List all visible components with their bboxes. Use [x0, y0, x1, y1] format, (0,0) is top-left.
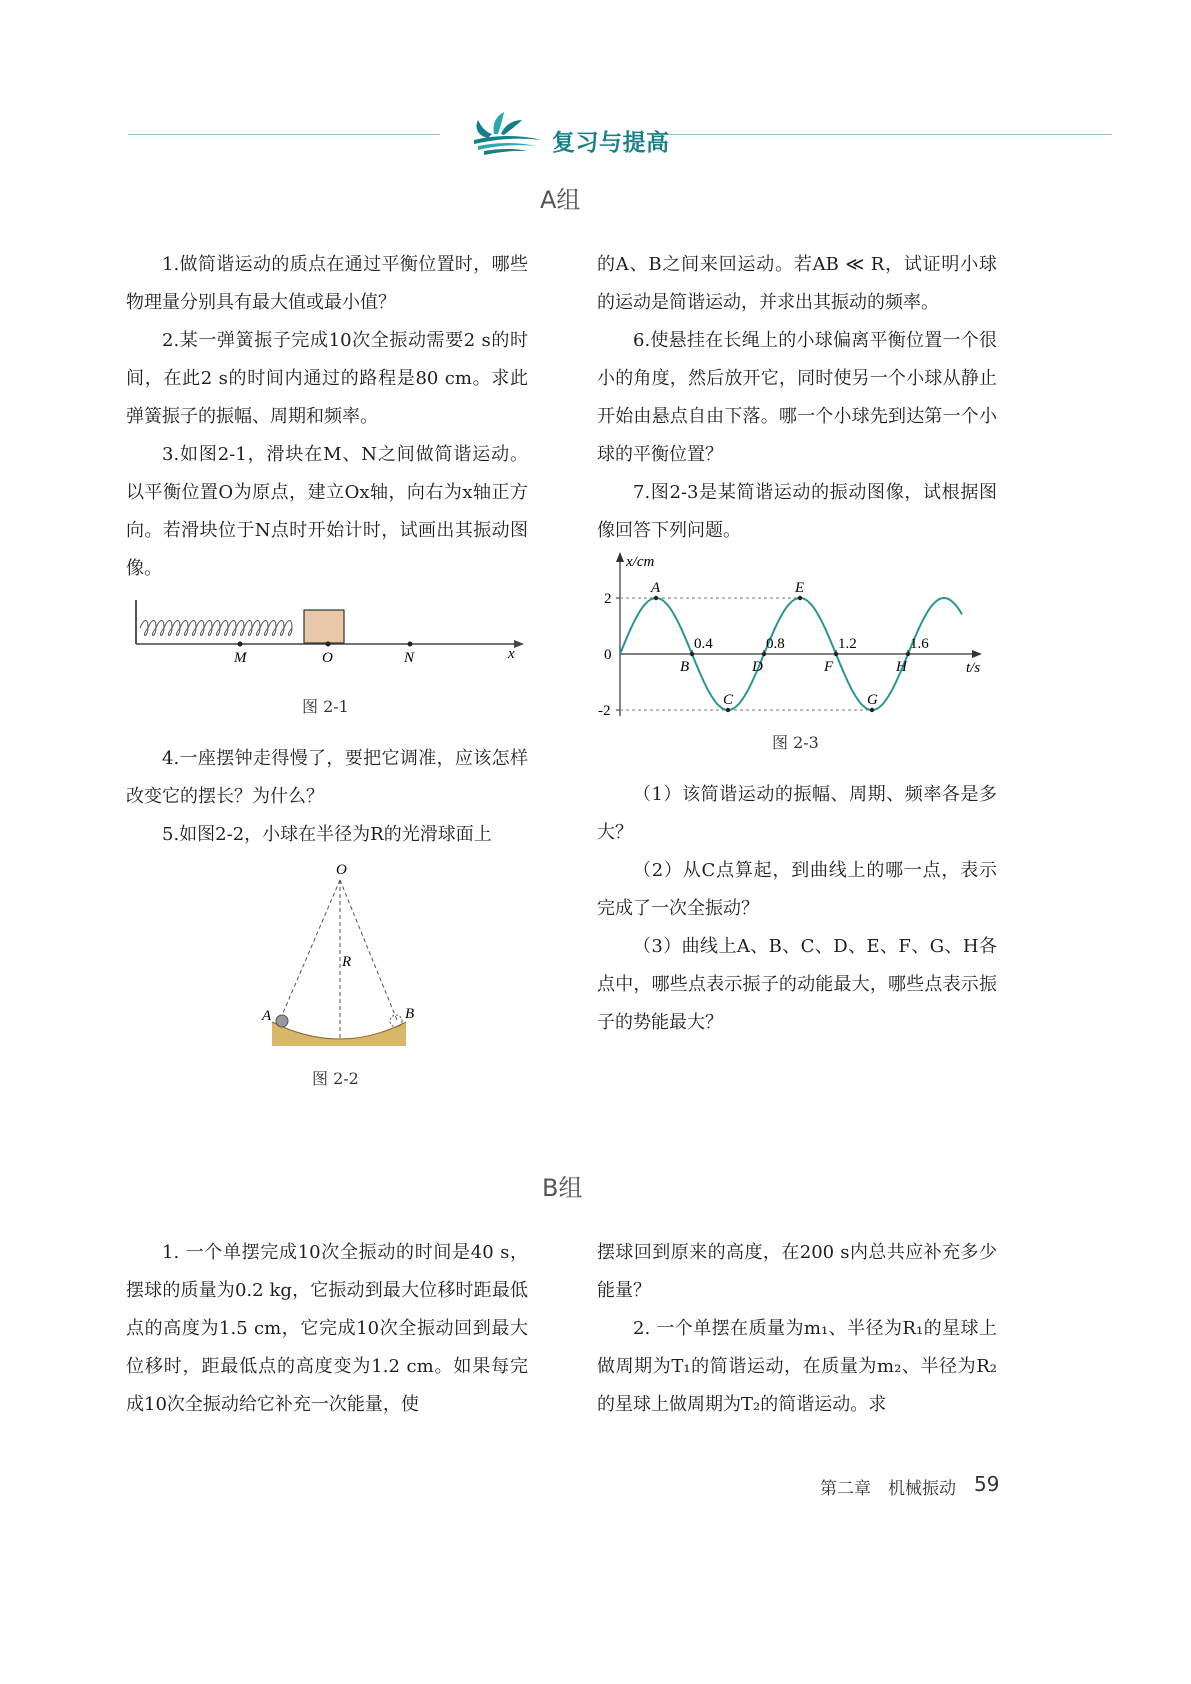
point-C — [726, 708, 730, 712]
leaf-water-logo-icon — [470, 110, 546, 156]
point-label-E: E — [795, 580, 805, 596]
group-a-right-column-2 — [597, 776, 997, 1042]
point-D — [762, 652, 766, 656]
group-a-left-column — [126, 246, 528, 588]
label-O: O — [322, 650, 333, 666]
point-E — [798, 596, 802, 600]
page-number: 59 — [974, 1472, 1000, 1496]
label-R: R — [342, 954, 352, 970]
page-title: 复习与提高 — [552, 130, 670, 156]
question-a7-3: （3）曲线上A、B、C、D、E、F、G、H各点中，哪些点表示振子的动能最大，哪些点表示振子的势能最大？ — [597, 936, 997, 1033]
question-a6: 6.使悬挂在长绳上的小球偏离平衡位置一个很小的角度，然后放开它，同时使另一个小球从静止开始由悬点自由下落。哪一个小球先到达第一个小球的平衡位置？ — [597, 330, 997, 465]
group-b-title: B组 — [542, 1174, 583, 1202]
y-tick-label: 0 — [604, 647, 612, 663]
figure-2-3-caption: 图 2-3 — [772, 733, 819, 752]
chart-xlabel: t/s — [966, 660, 981, 676]
figure-2-2-caption: 图 2-2 — [312, 1069, 359, 1088]
question-a4: 4.一座摆钟走得慢了，要把它调准，应该怎样改变它的摆长？为什么？ — [126, 748, 528, 807]
point-G — [870, 708, 874, 712]
group-a-right-column — [597, 246, 997, 550]
question-b2: 2. 一个单摆在质量为m₁、半径为R₁的星球上做周期为T₁的简谐运动，在质量为m₂、半径为R₂的星球上做周期为T₂的简谐运动。求 — [597, 1318, 997, 1415]
point-label-F: F — [824, 659, 834, 675]
y-tick-label: 2 — [604, 591, 612, 607]
question-a2: 2.某一弹簧振子完成10次全振动需要2 s的时间，在此2 s的时间内通过的路程是80 cm。求此弹簧振子的振幅、周期和频率。 — [126, 330, 528, 427]
point-label-G: G — [867, 692, 878, 708]
header-rule-left — [128, 134, 440, 135]
point-H — [906, 652, 910, 656]
x-tick-label: 0.8 — [766, 636, 785, 652]
question-b1-cont: 摆球回到原来的高度，在200 s内总共应补充多少能量？ — [597, 1242, 997, 1301]
label-A: A — [262, 1008, 272, 1024]
question-a5: 5.如图2-2，小球在半径为R的光滑球面上 — [162, 824, 492, 845]
x-tick-label: 1.2 — [838, 636, 857, 652]
figure-2-1-caption: 图 2-1 — [302, 697, 349, 716]
question-b1: 1. 一个单摆完成10次全振动的时间是40 s，摆球的质量为0.2 kg，它振动到最大位移时距最低点的高度为1.5 cm，它完成10次全振动回到最大位移时，距最低点的高度变为1.2 cm。如果每完成10次全振动给它补充一次能量，使 — [126, 1242, 528, 1415]
header-rule-right — [652, 134, 1112, 135]
group-b-left-column — [126, 1234, 528, 1424]
question-a3: 3.如图2-1，滑块在M、N之间做简谐运动。以平衡位置O为原点，建立Ox轴，向右为x轴正方向。若滑块位于N点时开始计时，试画出其振动图像。 — [126, 444, 528, 579]
chart-ylabel: x/cm — [626, 554, 655, 570]
question-a1: 1.做简谐运动的质点在通过平衡位置时，哪些物理量分别具有最大值或最小值？ — [126, 254, 528, 313]
figure-2-1 — [130, 596, 530, 668]
question-a7-1: （1）该简谐运动的振幅、周期、频率各是多大？ — [597, 784, 997, 843]
x-tick-label: 1.6 — [910, 636, 929, 652]
label-x: x — [508, 646, 515, 662]
point-label-D: D — [752, 659, 763, 675]
ball-a — [276, 1015, 288, 1027]
label-M: M — [234, 650, 247, 666]
label-N: N — [404, 650, 415, 666]
question-a5-cont: 的A、B之间来回运动。若AB ≪ R，试证明小球的运动是简谐运动，并求出其振动的频率。 — [597, 254, 997, 313]
figure-2-2 — [250, 858, 430, 1054]
question-a7-2: （2）从C点算起，到曲线上的哪一点，表示完成了一次全振动？ — [597, 860, 997, 919]
label-O-2: O — [336, 862, 347, 878]
spring — [140, 621, 292, 636]
group-a-title: A组 — [540, 186, 581, 214]
y-tick-label: -2 — [598, 703, 611, 719]
point-label-C: C — [723, 692, 734, 708]
label-B: B — [405, 1006, 415, 1022]
point-B — [690, 652, 694, 656]
point-label-B: B — [680, 659, 690, 675]
point-F — [834, 652, 838, 656]
point-label-A: A — [651, 580, 661, 596]
question-a7: 7.图2-3是某简谐运动的振动图像，试根据图像回答下列问题。 — [597, 482, 997, 541]
slider-block — [304, 610, 344, 643]
x-tick-label: 0.4 — [694, 636, 713, 652]
figure-2-3-chart — [596, 548, 996, 728]
group-b-right-column — [597, 1234, 997, 1424]
bowl — [272, 1022, 406, 1046]
footer-chapter: 第二章 机械振动 — [820, 1479, 956, 1499]
point-A — [654, 596, 658, 600]
group-a-left-column-2 — [126, 740, 528, 854]
point-label-H: H — [896, 659, 907, 675]
